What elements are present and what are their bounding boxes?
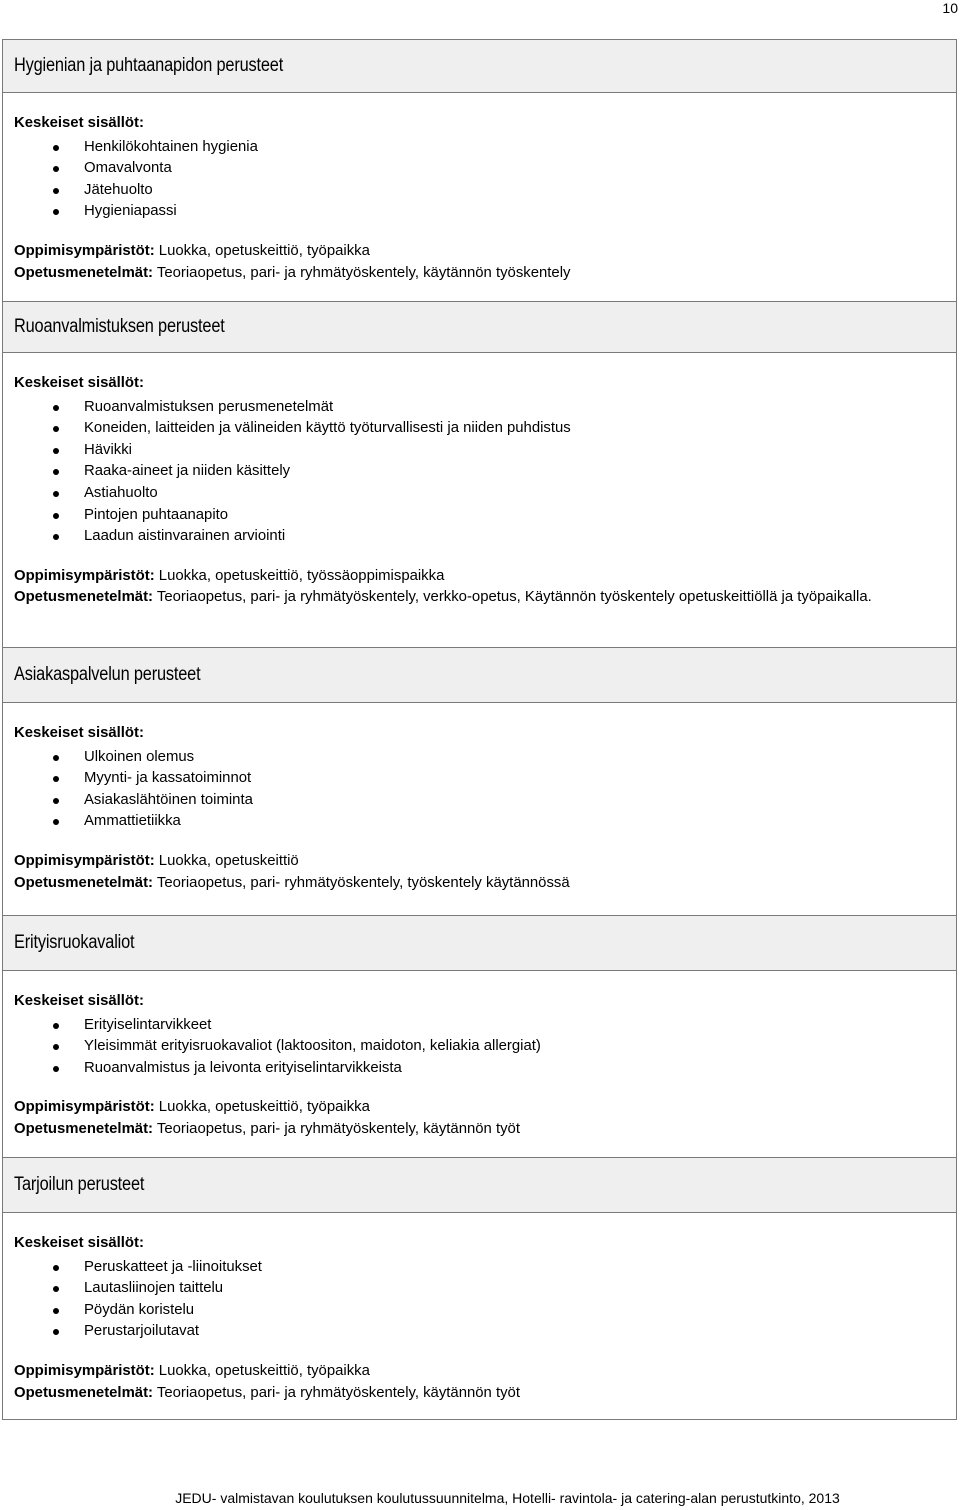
bullet-icon xyxy=(53,798,59,804)
bullet-icon xyxy=(53,469,59,475)
section-body-special-diets xyxy=(3,971,956,1157)
curriculum-table xyxy=(2,39,957,1420)
section-title: Hygienian ja puhtaanapidon perusteet xyxy=(14,55,284,76)
list-item: Koneiden, laitteiden ja välineiden käyttö työturvallisesti ja niiden puhdistus xyxy=(14,418,946,440)
list-item: Peruskatteet ja -liinoitukset xyxy=(14,1257,946,1279)
list-item: Jätehuolto xyxy=(14,180,946,202)
list-item: Henkilökohtainen hygienia xyxy=(14,137,946,159)
bullet-icon xyxy=(53,166,59,172)
bullet-icon xyxy=(53,1066,59,1072)
content-label: Keskeiset sisällöt: xyxy=(14,375,144,391)
section-body-cooking xyxy=(3,353,956,647)
section-title: Erityisruokavaliot xyxy=(14,932,135,953)
list-item: Ruoanvalmistuksen perusmenetelmät xyxy=(14,397,946,419)
bullet-icon xyxy=(53,1023,59,1029)
list-item: Myynti- ja kassatoiminnot xyxy=(14,768,946,790)
content-label: Keskeiset sisällöt: xyxy=(14,1235,144,1251)
content-list xyxy=(14,747,946,833)
list-item: Asiakaslähtöinen toiminta xyxy=(14,790,946,812)
content-list xyxy=(14,1015,946,1080)
bullet-icon xyxy=(53,1286,59,1292)
bullet-icon xyxy=(53,1044,59,1050)
bullet-icon xyxy=(53,426,59,432)
list-item: Ammattietiikka xyxy=(14,811,946,833)
bullet-icon xyxy=(53,448,59,454)
list-item: Hygieniapassi xyxy=(14,201,946,223)
section-body-hygiene xyxy=(3,93,956,301)
content-list xyxy=(14,1257,946,1343)
section-header-cooking xyxy=(3,301,956,353)
list-item: Perustarjoilutavat xyxy=(14,1321,946,1343)
learning-environments: Oppimisympäristöt: Luokka, opetuskeittiö, työssäoppimispaikka xyxy=(14,567,445,584)
section-header-special-diets xyxy=(3,915,956,971)
bullet-icon xyxy=(53,755,59,761)
learning-environments: Oppimisympäristöt: Luokka, opetuskeittiö, työpaikka xyxy=(14,242,370,259)
bullet-icon xyxy=(53,209,59,215)
teaching-methods: Opetusmenetelmät: Teoriaopetus, pari- ja ryhmätyöskentely, käytännön työt xyxy=(14,1384,520,1401)
teaching-methods: Opetusmenetelmät: Teoriaopetus, pari- ryhmätyöskentely, työskentely käytännössä xyxy=(14,874,570,891)
section-header-serving xyxy=(3,1157,956,1213)
page-number: 10 xyxy=(942,0,958,16)
bullet-icon xyxy=(53,534,59,540)
section-body-customer-service xyxy=(3,703,956,915)
bullet-icon xyxy=(53,405,59,411)
teaching-methods: Opetusmenetelmät: Teoriaopetus, pari- ja ryhmätyöskentely, käytännön työt xyxy=(14,1120,520,1137)
learning-environments: Oppimisympäristöt: Luokka, opetuskeittiö, työpaikka xyxy=(14,1362,370,1379)
page-footer xyxy=(0,1490,960,1506)
section-title: Ruoanvalmistuksen perusteet xyxy=(14,316,225,337)
footer-text: JEDU- valmistavan koulutuksen koulutussuunnitelma, Hotelli- ravintola- ja catering-alan perustutkinto, 2013 xyxy=(175,1490,840,1506)
bullet-icon xyxy=(53,819,59,825)
bullet-icon xyxy=(53,1329,59,1335)
bullet-icon xyxy=(53,1308,59,1314)
teaching-methods: Opetusmenetelmät: Teoriaopetus, pari- ja ryhmätyöskentely, verkko-opetus, Käytännön työskentely opetuskeittiöllä ja työpaikalla. xyxy=(14,589,872,606)
section-header-customer-service xyxy=(3,647,956,703)
content-list xyxy=(14,137,946,223)
section-title: Tarjoilun perusteet xyxy=(14,1174,145,1195)
list-item: Pintojen puhtaanapito xyxy=(14,505,946,527)
bullet-icon xyxy=(53,513,59,519)
bullet-icon xyxy=(53,1265,59,1271)
section-body-serving xyxy=(3,1213,956,1419)
list-item: Astiahuolto xyxy=(14,483,946,505)
list-item: Lautasliinojen taittelu xyxy=(14,1278,946,1300)
learning-environments: Oppimisympäristöt: Luokka, opetuskeittiö xyxy=(14,852,299,869)
list-item: Ulkoinen olemus xyxy=(14,747,946,769)
section-header-hygiene xyxy=(3,39,956,93)
list-item: Omavalvonta xyxy=(14,158,946,180)
content-list xyxy=(14,397,946,548)
learning-environments: Oppimisympäristöt: Luokka, opetuskeittiö, työpaikka xyxy=(14,1099,370,1116)
list-item: Laadun aistinvarainen arviointi xyxy=(14,526,946,548)
section-title: Asiakaspalvelun perusteet xyxy=(14,664,201,685)
list-item: Ruoanvalmistus ja leivonta erityiselintarvikkeista xyxy=(14,1058,946,1080)
bullet-icon xyxy=(53,145,59,151)
list-item: Hävikki xyxy=(14,440,946,462)
bullet-icon xyxy=(53,188,59,194)
content-label: Keskeiset sisällöt: xyxy=(14,993,144,1009)
content-label: Keskeiset sisällöt: xyxy=(14,725,144,741)
bullet-icon xyxy=(53,491,59,497)
list-item: Erityiselintarvikkeet xyxy=(14,1015,946,1037)
teaching-methods: Opetusmenetelmät: Teoriaopetus, pari- ja ryhmätyöskentely, käytännön työskentely xyxy=(14,264,571,281)
bullet-icon xyxy=(53,776,59,782)
list-item: Raaka-aineet ja niiden käsittely xyxy=(14,461,946,483)
list-item: Pöydän koristelu xyxy=(14,1300,946,1322)
list-item: Yleisimmät erityisruokavaliot (laktoositon, maidoton, keliakia allergiat) xyxy=(14,1036,946,1058)
content-label: Keskeiset sisällöt: xyxy=(14,115,144,131)
